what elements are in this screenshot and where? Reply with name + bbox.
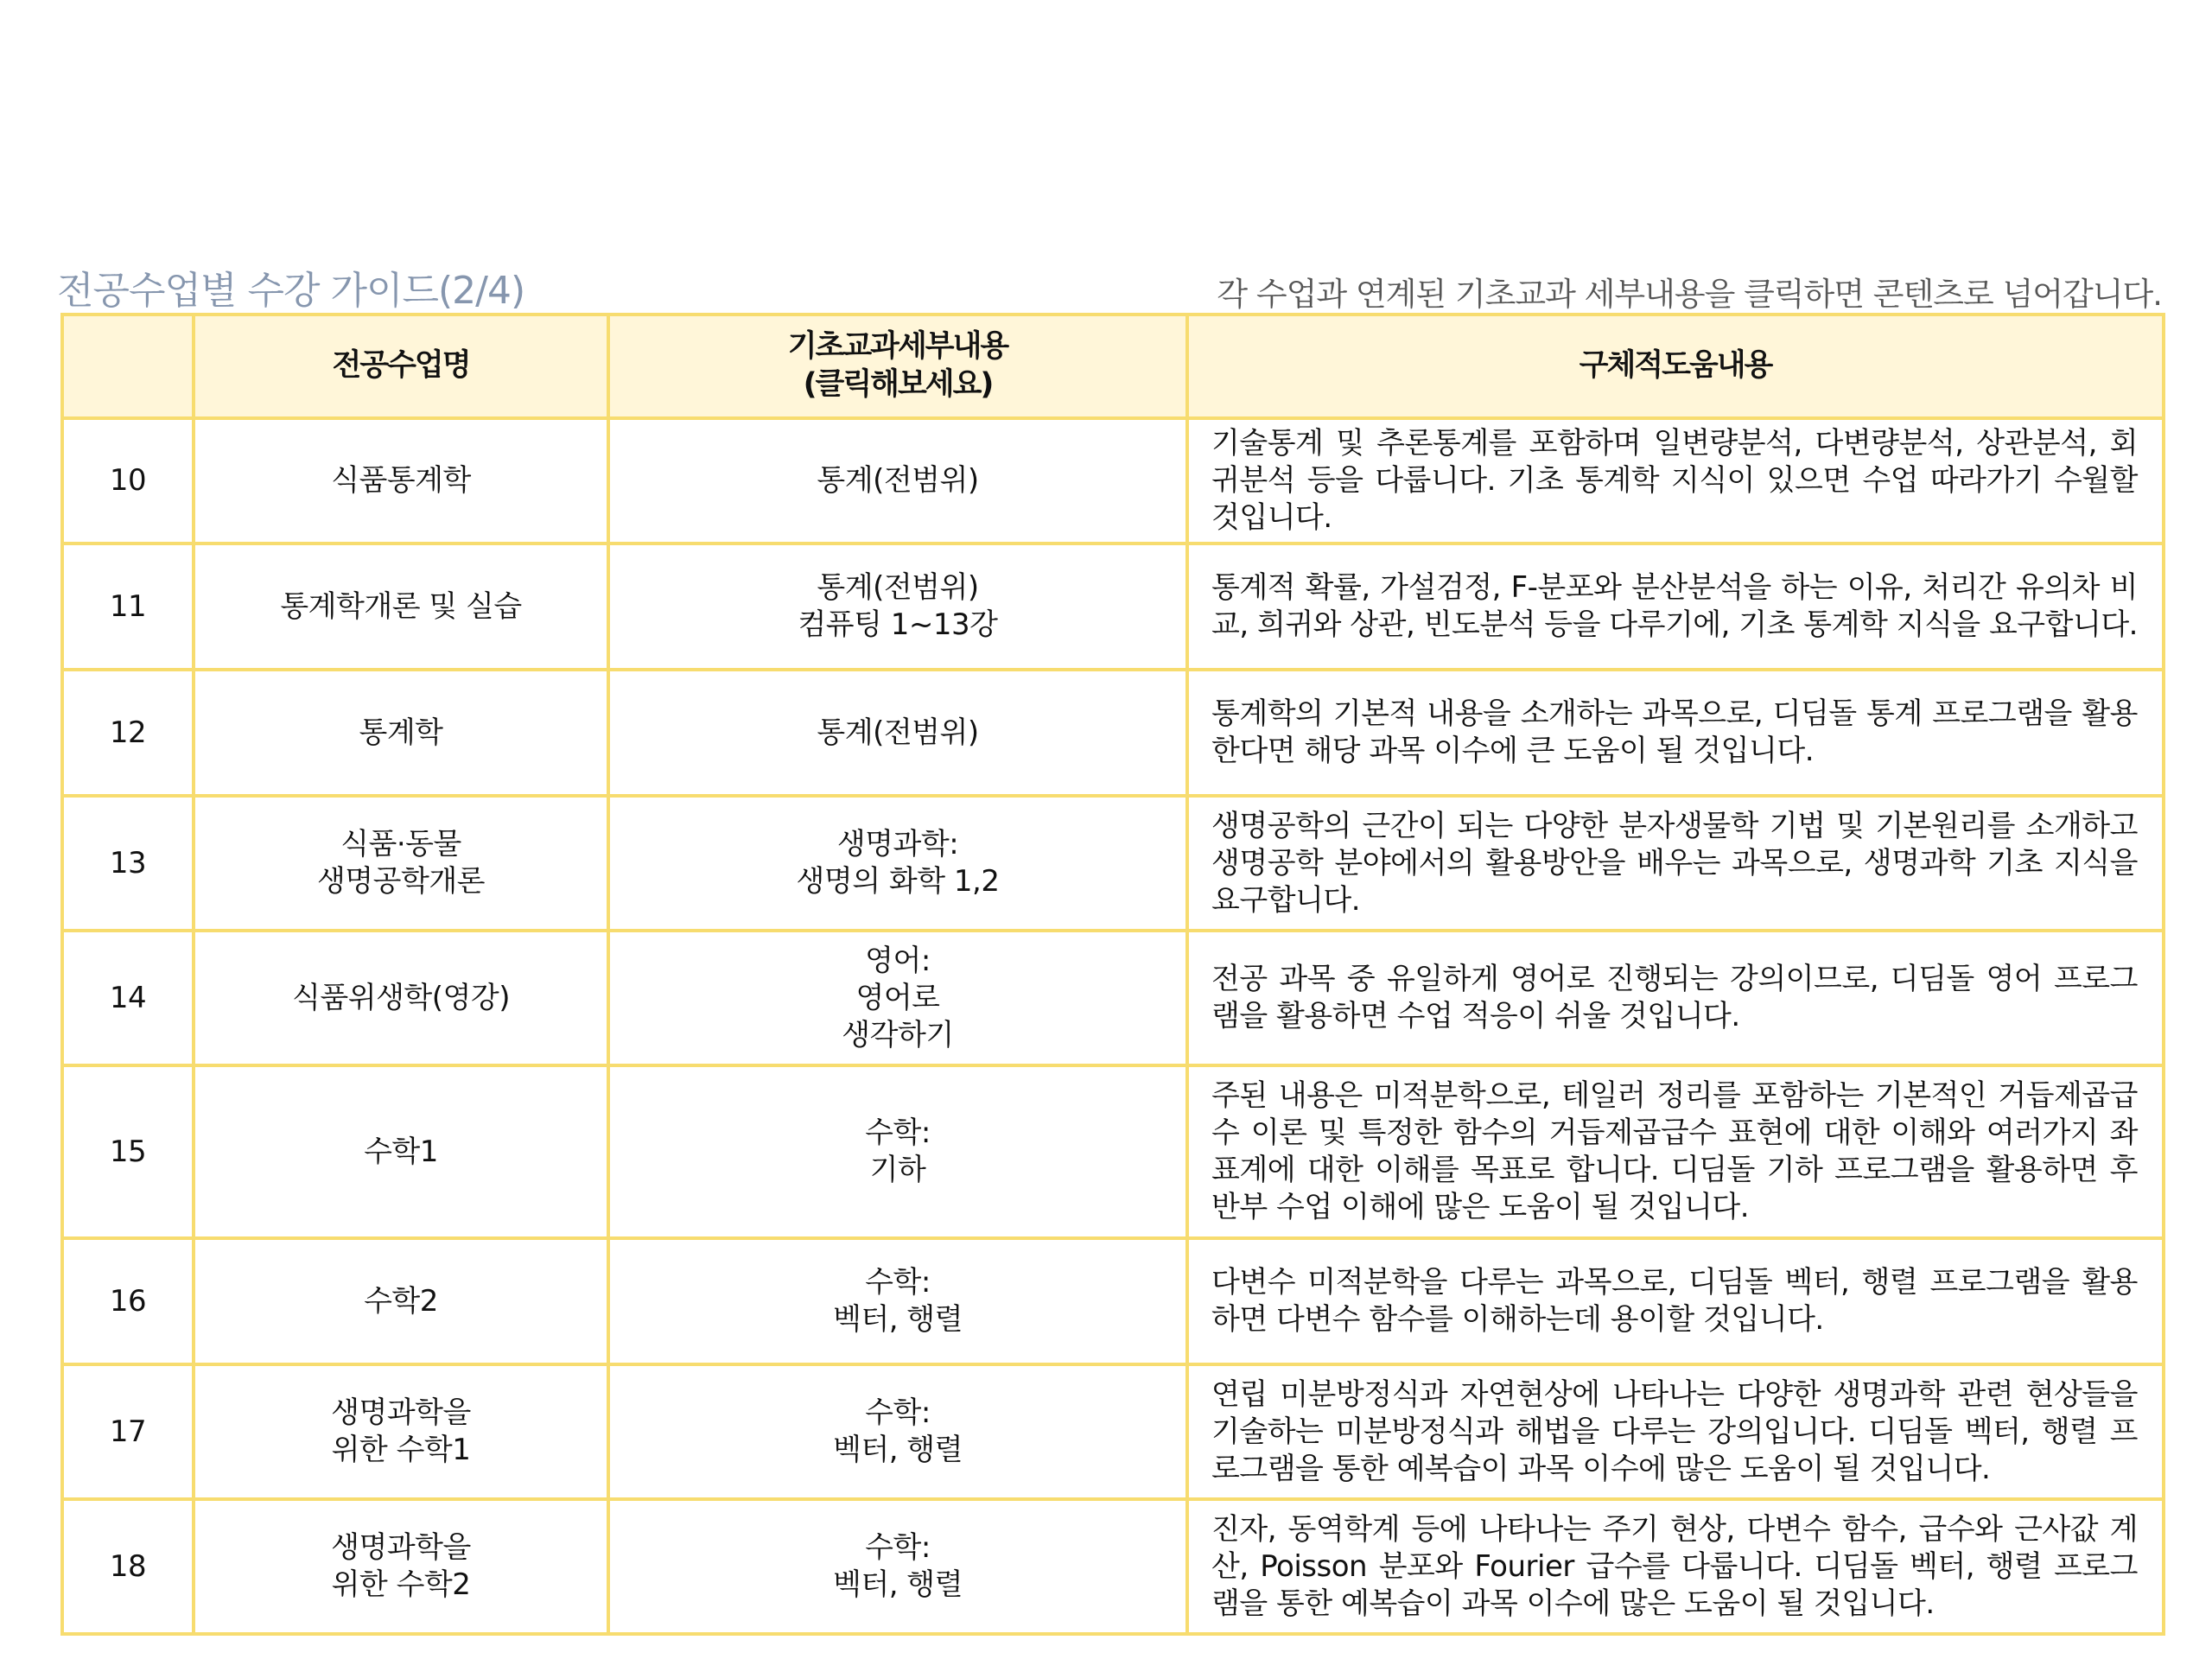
basic-content-link[interactable] — [611, 1529, 1185, 1604]
page-note: 각 수업과 연계된 기초교과 세부내용을 클릭하면 콘텐츠로 넘어갑니다. — [1217, 276, 2162, 313]
help-description: 진자, 동역학계 등에 나타나는 주기 현상, 다변수 함수, 급수와 근사값 계산, Poisson 분포와 Fourier 급수를 다룹니다. 디딤돌 벡터, 행렬 프로그램을 통한 예복습이 과목 이수에 많은 도움이 될 것입니다. — [1187, 1499, 2164, 1634]
col-header-course: 전공수업명 — [194, 315, 608, 418]
basic-content-line[interactable]: 생명의 화학 1,2 — [796, 864, 1000, 899]
course-name-line: 수학2 — [364, 1283, 438, 1319]
help-description: 통계적 확률, 가설검정, F-분포와 분산분석을 하는 이유, 처리간 유의차 비교, 희귀와 상관, 빈도분석 등을 다루기에, 기초 통계학 지식을 요구합니다. — [1187, 543, 2164, 670]
table-row — [62, 931, 2164, 1065]
basic-content-line[interactable]: 벡터, 행렬 — [833, 1433, 963, 1467]
course-name-line: 생명과학을 — [331, 1395, 471, 1430]
table-header — [62, 315, 2164, 418]
basic-content-link[interactable] — [611, 826, 1185, 900]
basic-content-line[interactable]: 수학: — [865, 1395, 931, 1430]
help-description: 다변수 미적분학을 다루는 과목으로, 디딤돌 벡터, 행렬 프로그램을 활용하면 다변수 함수를 이해하는데 용이할 것입니다. — [1187, 1238, 2164, 1364]
course-name-line: 식품·동물 — [340, 827, 461, 861]
basic-content-link[interactable] — [611, 943, 1185, 1054]
col-header-number — [62, 315, 194, 418]
course-name-line: 위한 수학1 — [331, 1433, 471, 1467]
help-description: 연립 미분방정식과 자연현상에 나타나는 다양한 생명과학 관련 현상들을 기술하는 미분방정식과 해법을 다루는 강의입니다. 디딤돌 벡터, 행렬 프로그램을 통한 예복습이 과목 이수에 많은 도움이 될 것입니다. — [1187, 1364, 2164, 1499]
row-number: 11 — [62, 543, 194, 670]
col-header-basic-content: 기초교과세부내용 (클릭해보세요) — [608, 315, 1187, 418]
row-number: 12 — [62, 670, 194, 796]
course-name-line: 수학1 — [364, 1134, 438, 1169]
table-row — [62, 1364, 2164, 1499]
course-name-line: 통계학개론 및 실습 — [280, 588, 522, 624]
basic-content-line[interactable]: 통계(전범위) — [817, 715, 979, 750]
course-name-line: 통계학 — [359, 715, 443, 750]
basic-content-line[interactable]: 생명과학: — [836, 827, 959, 861]
course-name-cell — [194, 418, 608, 543]
table-row — [62, 1499, 2164, 1634]
basic-content-link[interactable] — [611, 1395, 1185, 1469]
course-name-cell — [194, 1065, 608, 1238]
basic-content-cell[interactable] — [608, 1065, 1187, 1238]
basic-content-line[interactable]: 벡터, 행렬 — [833, 1567, 963, 1602]
page-title: 전공수업별 수강 가이드(2/4) — [57, 269, 525, 313]
course-name-line: 생명과학을 — [331, 1530, 471, 1565]
course-name-cell — [194, 796, 608, 931]
course-name-cell — [194, 1238, 608, 1364]
row-number: 14 — [62, 931, 194, 1065]
basic-content-cell[interactable] — [608, 796, 1187, 931]
basic-content-line[interactable]: 영어: — [865, 943, 931, 978]
course-name-cell — [194, 931, 608, 1065]
basic-content-line[interactable]: 벡터, 행렬 — [833, 1302, 963, 1337]
basic-content-line[interactable]: 통계(전범위) — [817, 570, 979, 605]
row-number: 17 — [62, 1364, 194, 1499]
table-row — [62, 543, 2164, 670]
table-row — [62, 418, 2164, 543]
course-name-cell — [194, 1499, 608, 1634]
basic-content-cell[interactable] — [608, 543, 1187, 670]
row-number: 13 — [62, 796, 194, 931]
basic-content-cell[interactable] — [608, 1364, 1187, 1499]
basic-content-link[interactable] — [611, 569, 1185, 644]
basic-content-cell[interactable] — [608, 931, 1187, 1065]
basic-content-link[interactable] — [611, 462, 1185, 499]
help-description: 기술통계 및 추론통계를 포함하며 일변량분석, 다변량분석, 상관분석, 회귀분석 등을 다룹니다. 기초 통계학 지식이 있으면 수업 따라가기 수월할 것입니다. — [1187, 418, 2164, 543]
table-row — [62, 1238, 2164, 1364]
course-name-line: 위한 수학2 — [331, 1567, 471, 1602]
basic-content-line[interactable]: 통계(전범위) — [817, 463, 979, 498]
basic-content-link[interactable] — [611, 1115, 1185, 1189]
basic-content-line[interactable]: 수학: — [865, 1530, 931, 1565]
basic-content-link[interactable] — [611, 715, 1185, 752]
basic-content-line[interactable]: 수학: — [865, 1116, 931, 1150]
basic-content-line[interactable]: 생각하기 — [842, 1017, 954, 1052]
basic-content-cell[interactable] — [608, 1238, 1187, 1364]
course-guide-table — [60, 313, 2165, 1636]
basic-content-cell[interactable] — [608, 1499, 1187, 1634]
table-row — [62, 796, 2164, 931]
course-name-line: 생명공학개론 — [316, 864, 486, 899]
row-number: 15 — [62, 1065, 194, 1238]
course-name-line: 식품통계학 — [331, 463, 471, 498]
table-body — [62, 418, 2164, 1634]
table-row — [62, 670, 2164, 796]
basic-content-line[interactable]: 영어로 — [855, 980, 940, 1015]
course-name-cell — [194, 1364, 608, 1499]
row-number: 16 — [62, 1238, 194, 1364]
help-description: 주된 내용은 미적분학으로, 테일러 정리를 포함하는 기본적인 거듭제곱급수 이론 및 특정한 함수의 거듭제곱급수 표현에 대한 이해와 여러가지 좌표계에 대한 이해를 목표로 합니다. 디딤돌 기하 프로그램을 활용하면 후반부 수업 이해에 많은 도움이 될 것입니다. — [1187, 1065, 2164, 1238]
course-name-line: 식품위생학(영강) — [292, 980, 510, 1015]
help-description: 생명공학의 근간이 되는 다양한 분자생물학 기법 및 기본원리를 소개하고 생명공학 분야에서의 활용방안을 배우는 과목으로, 생명과학 기초 지식을 요구합니다. — [1187, 796, 2164, 931]
basic-content-cell[interactable] — [608, 418, 1187, 543]
table-row — [62, 1065, 2164, 1238]
row-number: 18 — [62, 1499, 194, 1634]
col-header-help-content: 구체적도움내용 — [1187, 315, 2164, 418]
course-name-cell — [194, 670, 608, 796]
course-name-cell — [194, 543, 608, 670]
row-number: 10 — [62, 418, 194, 543]
header-row — [62, 315, 2164, 418]
basic-content-line[interactable]: 컴퓨팅 1~13강 — [798, 607, 998, 642]
basic-content-link[interactable] — [611, 1264, 1185, 1338]
basic-content-cell[interactable] — [608, 670, 1187, 796]
help-description: 통계학의 기본적 내용을 소개하는 과목으로, 디딤돌 통계 프로그램을 활용한다면 해당 과목 이수에 큰 도움이 될 것입니다. — [1187, 670, 2164, 796]
help-description: 전공 과목 중 유일하게 영어로 진행되는 강의이므로, 디딤돌 영어 프로그램을 활용하면 수업 적응이 쉬울 것입니다. — [1187, 931, 2164, 1065]
basic-content-line[interactable]: 기하 — [869, 1153, 926, 1187]
basic-content-line[interactable]: 수학: — [865, 1265, 931, 1300]
